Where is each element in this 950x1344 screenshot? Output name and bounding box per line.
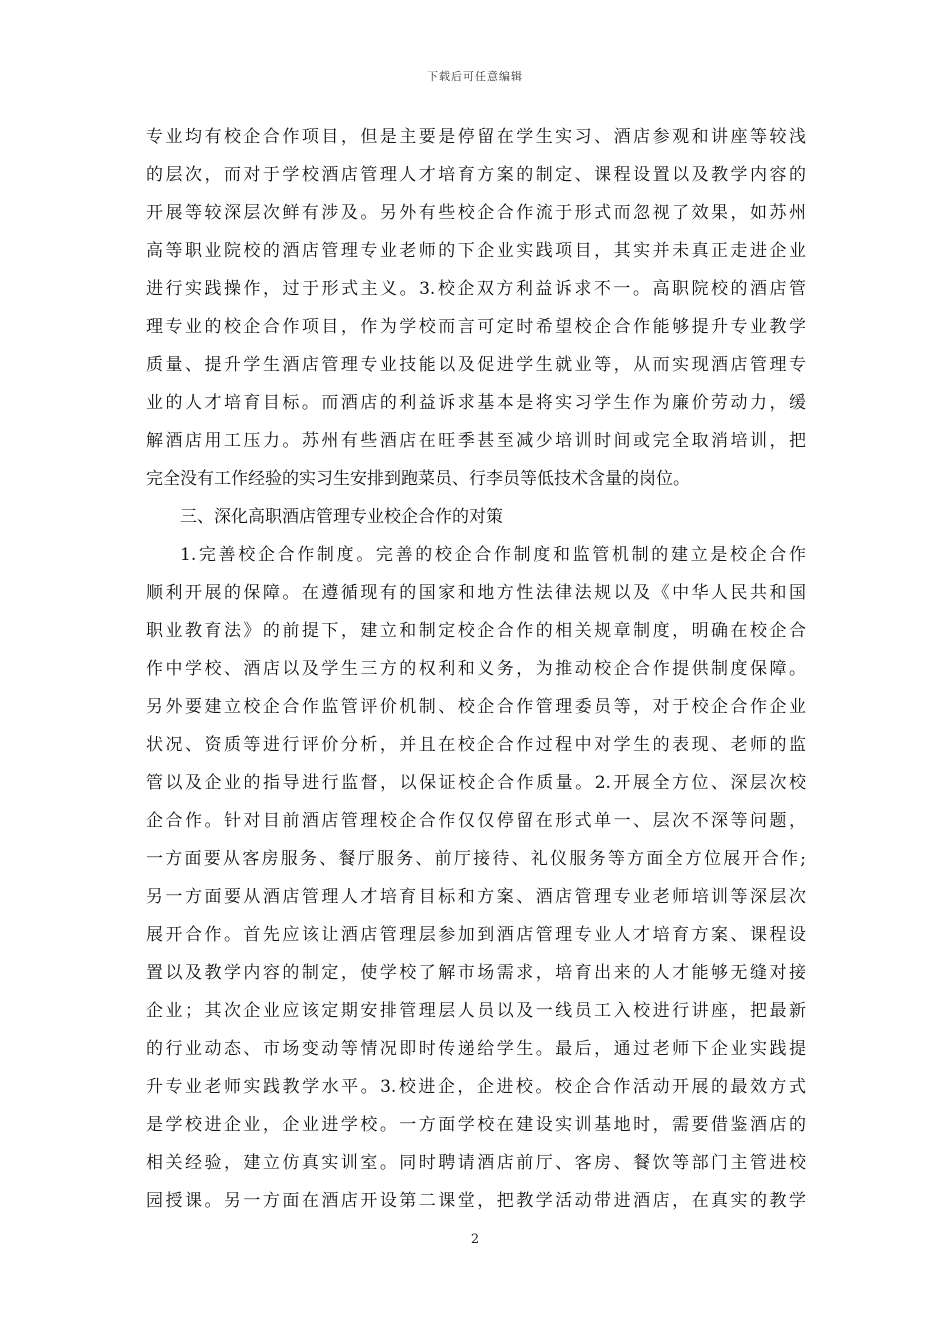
text-line: 另一方面要从酒店管理人才培育目标和方案、酒店管理专业老师培训等深层次	[146, 887, 806, 907]
section-heading: 三、深化高职酒店管理专业校企合作的对策	[180, 507, 503, 527]
text-line: 升专业老师实践教学水平。3.校进企，企进校。校企合作活动开展的最效方式	[146, 1077, 806, 1097]
text-line: 作中学校、酒店以及学生三方的权利和义务，为推动校企合作提供制度保障。	[146, 659, 806, 679]
page-number: 2	[470, 1232, 480, 1247]
text-line: 展开合作。首先应该让酒店管理层参加到酒店管理专业人才培育方案、课程设	[146, 925, 806, 945]
text-line: 相关经验，建立仿真实训室。同时聘请酒店前厅、客房、餐饮等部门主管进校	[146, 1153, 806, 1173]
text-line: 企合作。针对目前酒店管理校企合作仅仅停留在形式单一、层次不深等问题，	[146, 811, 806, 831]
text-line: 园授课。另一方面在酒店开设第二课堂，把教学活动带进酒店，在真实的教学	[146, 1191, 806, 1211]
text-line: 高等职业院校的酒店管理专业老师的下企业实践项目，其实并未真正走进企业	[146, 241, 806, 261]
text-line: 进行实践操作，过于形式主义。3.校企双方利益诉求不一。高职院校的酒店管	[146, 279, 806, 299]
document-body	[146, 118, 806, 1220]
text-line: 管以及企业的指导进行监督，以保证校企合作质量。2.开展全方位、深层次校	[146, 773, 806, 793]
text-line: 的行业动态、市场变动等情况即时传递给学生。最后，通过老师下企业实践提	[146, 1039, 806, 1059]
text-line: 企业；其次企业应该定期安排管理层人员以及一线员工入校进行讲座，把最新	[146, 1001, 806, 1021]
text-line: 理专业的校企合作项目，作为学校而言可定时希望校企合作能够提升专业教学	[146, 317, 806, 337]
text-line: 专业均有校企合作项目，但是主要是停留在学生实习、酒店参观和讲座等较浅	[146, 127, 806, 147]
text-line: 完全没有工作经验的实习生安排到跑菜员、行李员等低技术含量的岗位。	[146, 469, 690, 489]
text-line: 解酒店用工压力。苏州有些酒店在旺季甚至减少培训时间或完全取消培训，把	[146, 431, 806, 451]
text-line: 一方面要从客房服务、餐厅服务、前厅接待、礼仪服务等方面全方位展开合作;	[146, 849, 806, 869]
text-line: 是学校进企业，企业进学校。一方面学校在建设实训基地时，需要借鉴酒店的	[146, 1115, 806, 1135]
text-line: 置以及教学内容的制定，使学校了解市场需求，培育出来的人才能够无缝对接	[146, 963, 806, 983]
text-line: 质量、提升学生酒店管理专业技能以及促进学生就业等，从而实现酒店管理专	[146, 355, 806, 375]
text-line: 另外要建立校企合作监管评价机制、校企合作管理委员等，对于校企合作企业	[146, 697, 806, 717]
text-line: 业的人才培育目标。而酒店的利益诉求基本是将实习学生作为廉价劳动力，缓	[146, 393, 806, 413]
text-line: 的层次，而对于学校酒店管理人才培育方案的制定、课程设置以及教学内容的	[146, 165, 806, 185]
text-line: 顺利开展的保障。在遵循现有的国家和地方性法律法规以及《中华人民共和国	[146, 583, 806, 603]
text-line: 职业教育法》的前提下，建立和制定校企合作的相关规章制度，明确在校企合	[146, 621, 806, 641]
text-line: 状况、资质等进行评价分析，并且在校企合作过程中对学生的表现、老师的监	[146, 735, 806, 755]
page-header: 下载后可任意编辑	[427, 70, 523, 83]
text-line: 1.完善校企合作制度。完善的校企合作制度和监管机制的建立是校企合作	[180, 545, 806, 565]
text-line: 开展等较深层次鲜有涉及。另外有些校企合作流于形式而忽视了效果，如苏州	[146, 203, 806, 223]
